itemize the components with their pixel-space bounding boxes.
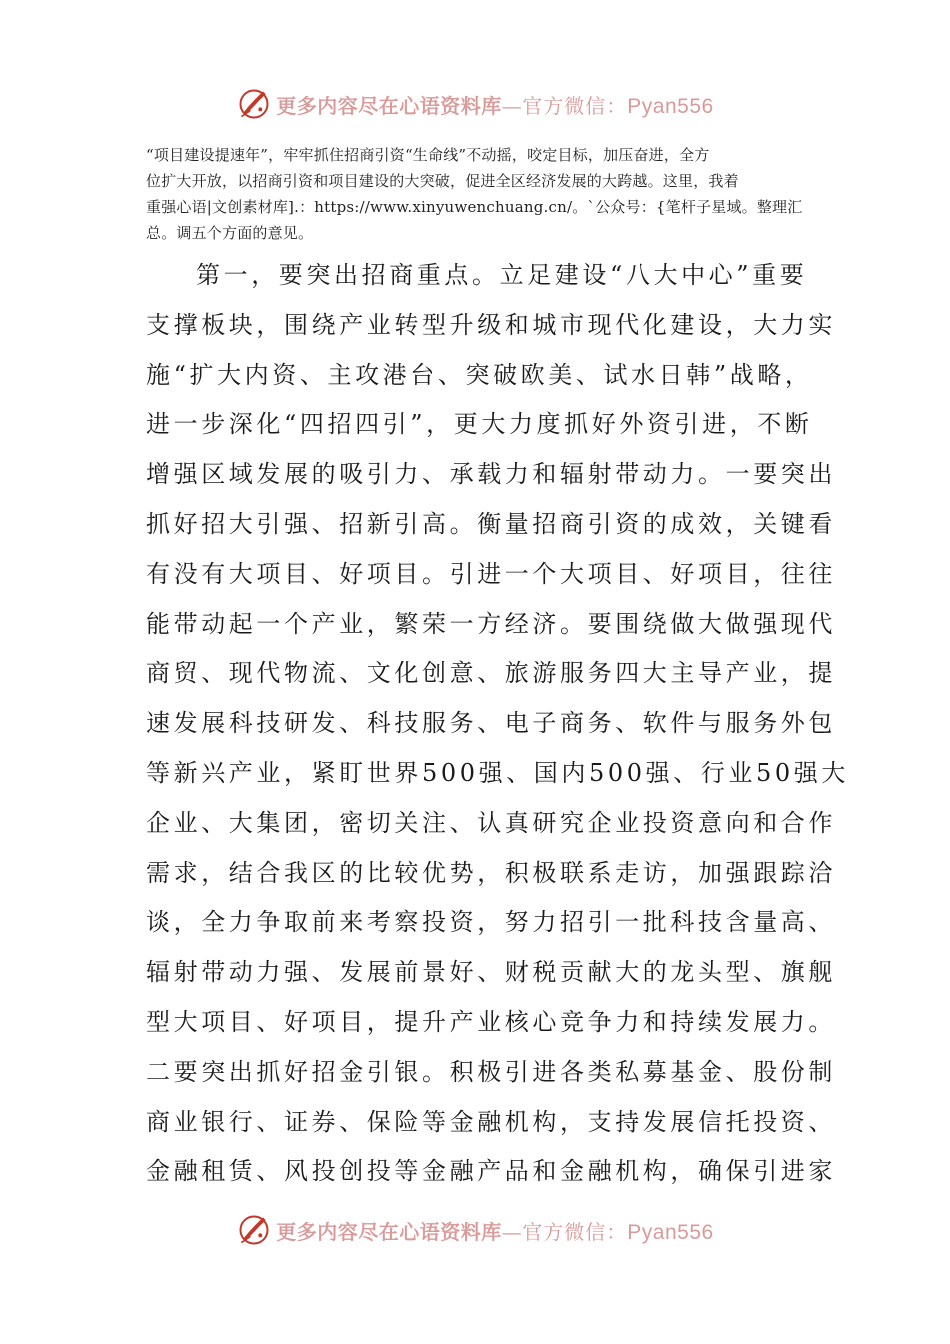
body-paragraph	[146, 251, 849, 1197]
body-line: 进一步深化“四招四引”，更大力度抓好外资引进，不断	[146, 410, 813, 439]
banner-wechat-id: Pyan556	[627, 1220, 714, 1244]
body-line: 型大项目、好项目，提升产业核心竞争力和持续发展力。	[146, 1007, 836, 1036]
banner-text	[276, 90, 713, 119]
body-line: 商业银行、证券、保险等金融机构，支持发展信托投资、	[146, 1107, 836, 1136]
banner-text	[276, 1216, 713, 1245]
body-line: 辐射带动力强、发展前景好、财税贡献大的龙头型、旗舰	[146, 958, 836, 987]
banner-dash: —	[501, 93, 523, 118]
banner-wechat-label: 官方微信：	[522, 93, 628, 118]
body-line: 支撑板块，围绕产业转型升级和城市现代化建设，大力实	[146, 310, 836, 339]
intro-paragraph	[146, 142, 806, 246]
body-line: 第一，要突出招商重点。立足建设“八大中心”重要	[196, 261, 808, 289]
body-line: 等新兴产业，紧盯世界500强、国内500强、行业50强大	[146, 758, 849, 787]
body-line: 谈，全力争取前来考察投资，努力招引一批科技含量高、	[146, 908, 836, 937]
banner-title: 更多内容尽在心语资料库	[276, 93, 502, 118]
banner-dash: —	[501, 1219, 523, 1244]
body-line: 有没有大项目、好项目。引进一个大项目、好项目，往往	[146, 559, 836, 588]
banner-title: 更多内容尽在心语资料库	[276, 1219, 502, 1244]
pen-logo-icon	[236, 1212, 272, 1248]
body-line: 金融租赁、风投创投等金融产品和金融机构，确保引进家	[146, 1157, 836, 1186]
footer-banner	[0, 1208, 950, 1252]
banner-wechat-id: Pyan556	[627, 94, 714, 118]
body-line: 速发展科技研发、科技服务、电子商务、软件与服务外包	[146, 709, 836, 738]
body-line: 二要突出抓好招金引银。积极引进各类私募基金、股份制	[146, 1057, 836, 1086]
body-line: 施“扩大内资、主攻港台、突破欧美、试水日韩”战略，	[146, 360, 813, 389]
body-line: 增强区域发展的吸引力、承载力和辐射带动力。一要突出	[146, 460, 836, 489]
body-line: 商贸、现代物流、文化创意、旅游服务四大主导产业，提	[146, 659, 836, 688]
intro-line: “项目建设提速年”，牢牢抓住招商引资“生命线”不动摇，咬定目标，加压奋进，全方	[146, 146, 710, 164]
intro-line: 重强心语|文创素材库].：https://www.xinyuwenchuang.cn/。`公众号：{笔杆子星域。整理汇	[146, 198, 803, 216]
banner-wechat-label: 官方微信：	[522, 1219, 628, 1244]
body-line: 需求，结合我区的比较优势，积极联系走访，加强跟踪洽	[146, 858, 836, 887]
intro-line: 位扩大开放，以招商引资和项目建设的大突破，促进全区经济发展的大跨越。这里，我着	[146, 172, 739, 190]
body-line: 企业、大集团，密切关注、认真研究企业投资意向和合作	[146, 808, 836, 837]
pen-logo-icon	[236, 86, 272, 122]
header-banner	[0, 82, 950, 126]
body-line: 能带动起一个产业，繁荣一方经济。要围绕做大做强现代	[146, 609, 836, 638]
intro-line: 总。调五个方面的意见。	[146, 224, 314, 242]
body-line: 抓好招大引强、招新引高。衡量招商引资的成效，关键看	[146, 509, 836, 538]
